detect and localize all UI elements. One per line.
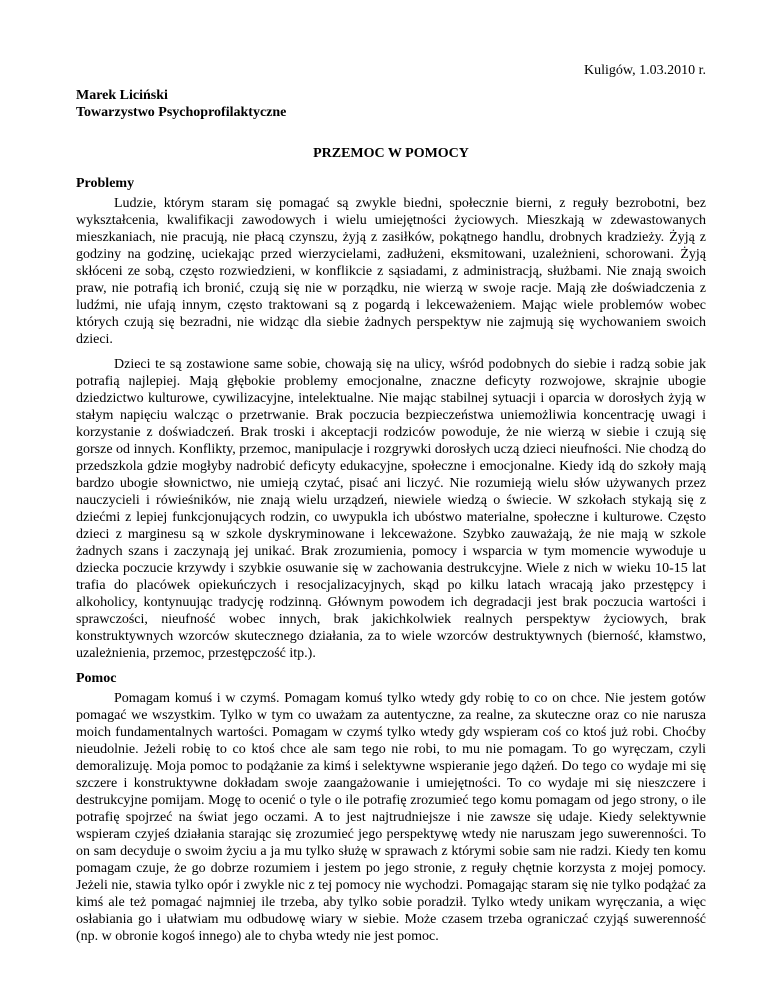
section-problemy [76,175,706,662]
paragraph: Ludzie, którym staram się pomagać są zwykle biedni, społecznie bierni, z reguły bezrobotni, bez wykształcenia, kwalifikacji zawodowych i wielu umiejętności życiowych. Mieszkają w zdewastowanych mieszkaniach, nie pracują, nie płacą czynszu, żyją z zasiłków, pokątnego handlu, drobnych kradzieży. Żyją z godziny na godzinę, uciekając przed wierzycielami, zadłużeni, eksmitowani, uzależnieni, schorowani. Żyją skłóceni ze sobą, często rozwiedzieni, w konflikcie z sąsiadami, z administracją, służbami. Nie znają swoich praw, nie potrafią ich bronić, czują się nie w porządku, nie wierzą w swoje racje. Mają złe doświadczenia z ludźmi, nie ufają innym, często traktowani są z pogardą i lekceważeniem. Mając wiele problemów wobec których czują się bezradni, nie widząc dla siebie żadnych perspektyw nie zajmują się wychowaniem swoich dzieci. [76,196,706,347]
author-name: Marek Liciński [76,88,168,103]
section-pomoc [76,670,706,945]
section-heading: Pomoc [76,671,117,686]
paragraph: Pomagam komuś i w czymś. Pomagam komuś tylko wtedy gdy robię to co on chce. Nie jestem gotów pomagać we wszystkim. Tylko w tym co uważam za autentyczne, za realne, za skuteczne oraz co nie narusza moich fundamentalnych wartości. Pomagam w czymś tylko wtedy gdy wspieram coś co ktoś już robi. Choćby nieudolnie. Jeżeli robię to co ktoś chce ale sam tego nie robi, to mu nie pomagam. To go wyręczam, czyli demoralizuję. Moja pomoc to podążanie za kimś i selektywne wspieranie jego dążeń. Do tego co wydaje mi się szczere i konstruktywne dokładam swoje zaangażowanie i umiejętności. To co wydaje mi się nieszczere i destrukcyjne pomijam. Mogę to ocenić o tyle o ile potrafię zrozumieć tego komu pomagam od jego strony, o ile potrafię spojrzeć na świat jego oczami. A to jest najtrudniejsze i nie zawsze się udaje. Kiedy selektywnie wspieram czyjeś działania starając się zrozumieć jego perspektywę wtedy nie naruszam jego suwerenności. To on sam decyduje o swoim życiu a ja mu tylko służę w sprawach z którymi sobie sam nie radzi. Kiedy ten komu pomagam czuje, że go dobrze rozumiem i jestem po jego stronie, z reguły chętnie korzysta z mojej pomocy. Jeżeli nie, stawia tylko opór i zwykle nic z tej pomocy nie wychodzi. Pomagając staram się nie tylko podążać za kimś ale też pomagać najmniej ile trzeba, aby tylko sobie poradził. Tylko wtedy unikam wyręczania, a więc osłabiania go i ułatwiam mu odbudowę wiary w siebie. Może czasem trzeba ograniczać czyjąś suwerenność (np. w obronie kogoś innego) ale to chyba wtedy nie jest pomoc. [76,691,706,944]
section-heading: Problemy [76,176,135,191]
paragraph: Dzieci te są zostawione same sobie, chowają się na ulicy, wśród podobnych do siebie i radzą sobie jak potrafią najlepiej. Mają głębokie problemy emocjonalne, znaczne deficyty rozwojowe, skrajnie ubogie dziedzictwo kulturowe, cywilizacyjne, intelektualne. Nie mając stabilnej sytuacji i oparcia w dorosłych żyją w stałym napięciu walcząc o przetrwanie. Brak poczucia bezpieczeństwa uniemożliwia koncentrację uwagi i korzystanie z doświadczeń. Brak troski i akceptacji rodziców powoduje, że nie wierzą w siebie i czują się gorsze od innych. Konflikty, przemoc, manipulacje i rozgrywki dorosłych uczą dzieci nieufności. Nie chodzą do przedszkola gdzie mogłyby nadrobić deficyty edukacyjne, społeczne i emocjonalne. Kiedy idą do szkoły mają bardzo ubogie słownictwo, nie umieją czytać, pisać ani liczyć. Nie rozumieją wielu słów używanych przez nauczycieli i rówieśników, nie znają wielu urządzeń, niewiele wiedzą o świecie. W szkołach stykają się z dziećmi z lepiej funkcjonujących rodzin, co uwypukla ich ubóstwo materialne, społeczne i kulturowe. Często dzieci z marginesu są w szkole dyskryminowane i lekceważone. Szybko zauważają, że nie mają w szkole żadnych szans i zaczynają jej unikać. Brak zrozumienia, pomocy i wsparcia w tym momencie wywoduje u dziecka poczucie krzywdy i szybkie osuwanie się w zachowania destrukcyjne. Wiele z nich w wieku 10-15 lat trafia do placówek opiekuńczych i resocjalizacyjnych, skąd po kilku latach wracają jako przestępcy i alkoholicy, kontynuując tradycję rodzinną. Głównym powodem ich degradacji jest brak poczucia wartości i sprawczości, nieufność wobec innych, brak jakichkolwiek realnych perspektyw życiowych, brak konstruktywnych wzorców skutecznego działania, za to wiele wzorców destruktywnych (bierność, kłamstwo, uzależnienia, przemoc, przestępczość itp.). [76,357,706,661]
author-organization: Towarzystwo Psychoprofilaktyczne [76,105,287,120]
place-date: Kuligów, 1.03.2010 r. [584,63,706,78]
document-title: PRZEMOC W POMOCY [313,146,469,161]
